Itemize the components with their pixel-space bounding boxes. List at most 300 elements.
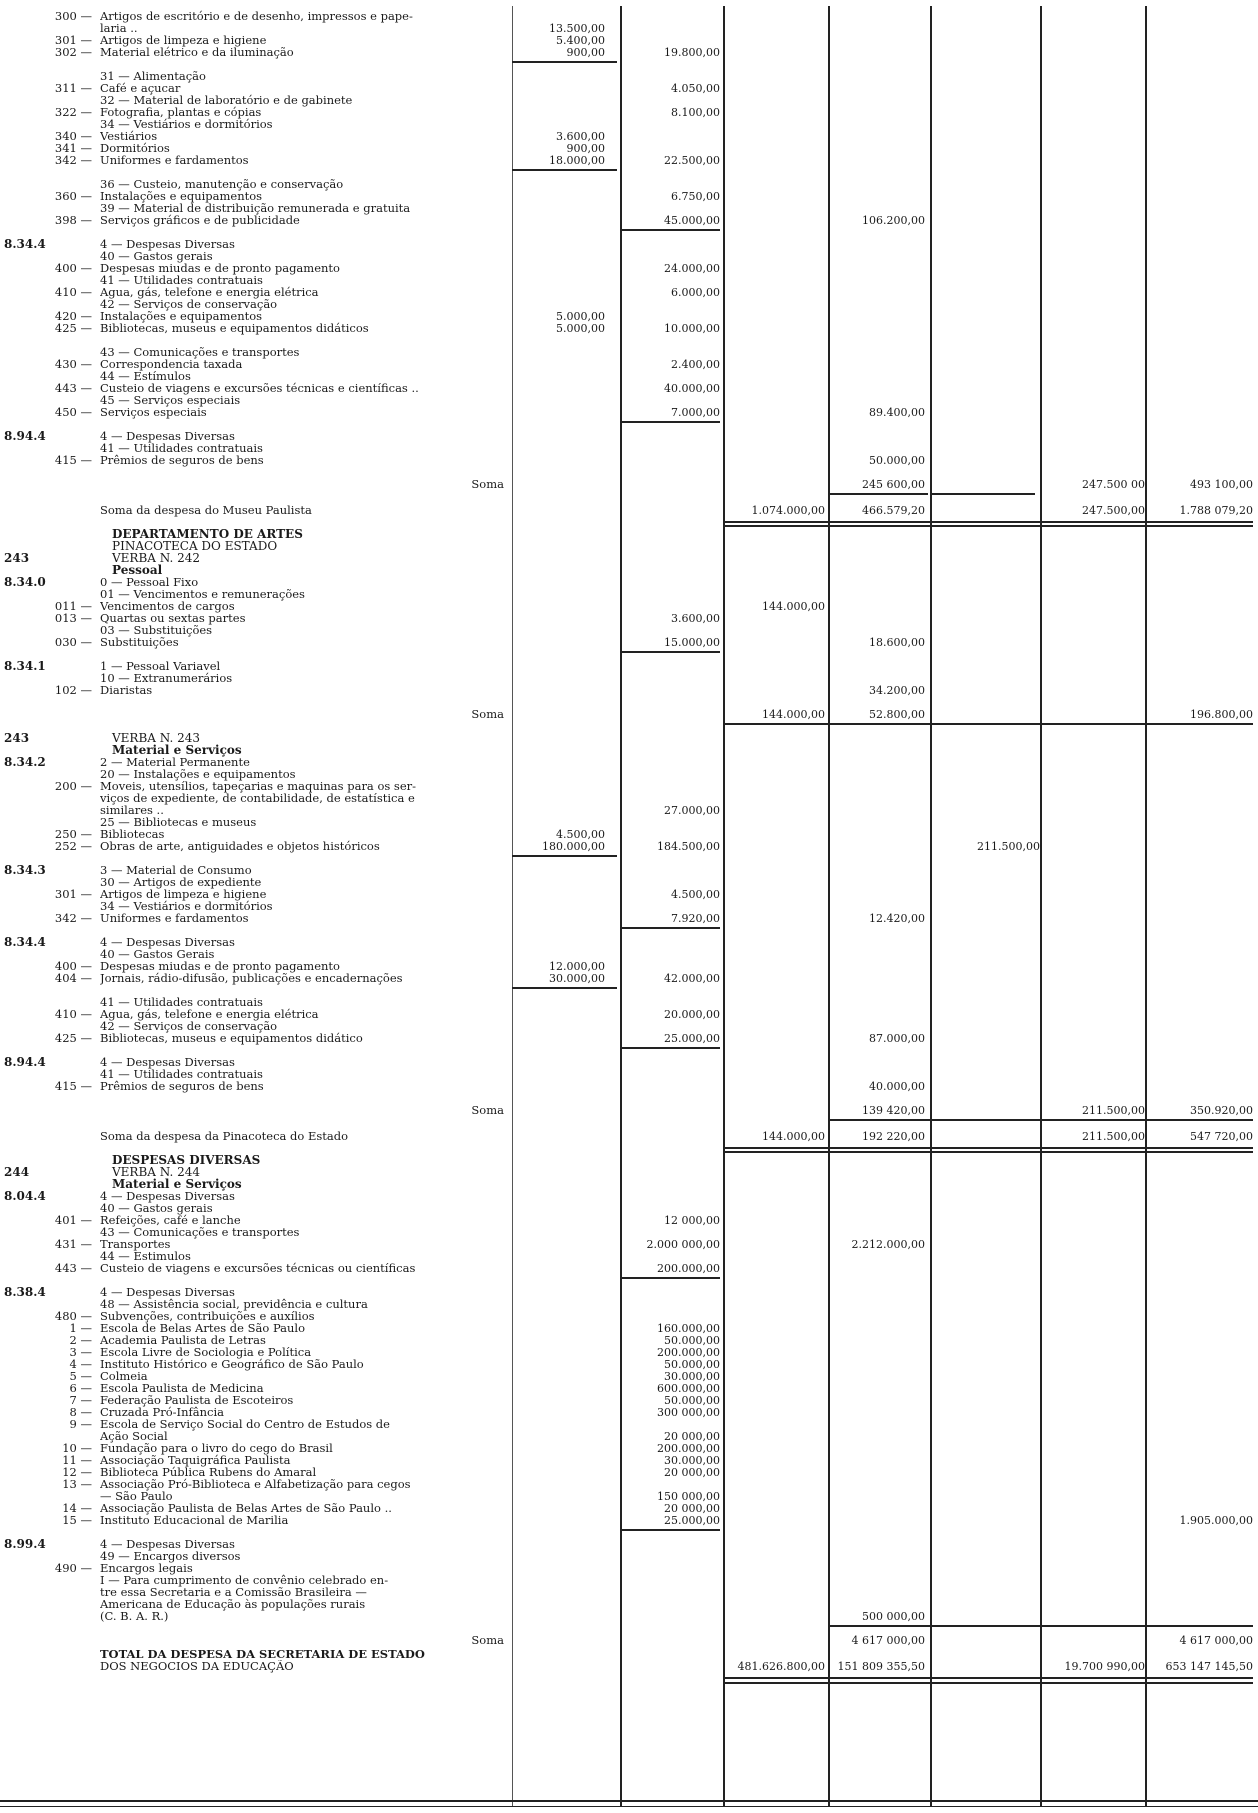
item-code: 425 — — [54, 1031, 92, 1045]
amount-c1: 900,00 — [566, 46, 605, 59]
total-rule — [512, 987, 617, 989]
item-code: 14 — — [62, 1501, 92, 1515]
amount-c4: 52.800,00 — [869, 708, 925, 721]
item-label: Serviços gráficos e de publicidade — [100, 214, 300, 227]
table-row — [0, 322, 1258, 335]
amount-c2: 42.000,00 — [664, 972, 720, 985]
section-title: DEPARTAMENTO DE ARTES — [112, 527, 303, 541]
item-code: 340 — — [54, 129, 92, 143]
item-label: Correspondencia taxada — [100, 358, 243, 371]
item-label: 30 — Artigos de expediente — [100, 876, 262, 889]
item-code: 250 — — [54, 827, 92, 841]
item-label: Café e açucar — [100, 82, 181, 95]
section-code: 8.94.4 — [4, 429, 46, 443]
table-row — [0, 46, 1258, 59]
item-label: Uniformes e fardamentos — [100, 154, 249, 167]
table-row — [0, 1262, 1258, 1275]
item-label: DOS NEGOCIOS DA EDUCAÇÃO — [100, 1660, 294, 1673]
item-code: 8 — — [69, 1405, 92, 1419]
item-code: 401 — — [54, 1213, 92, 1227]
amount-c6: 247.500 00 — [1082, 478, 1145, 491]
item-label: viços de expediente, de contabilidade, de estatística e — [100, 792, 415, 805]
total-rule — [930, 493, 1035, 495]
section-code: 8.38.4 — [4, 1285, 46, 1299]
total-rule — [723, 1147, 1253, 1149]
item-label: Diaristas — [100, 684, 153, 697]
item-code: 302 — — [54, 45, 92, 59]
item-label: 4 — Despesas Diversas — [100, 1286, 235, 1299]
item-code: 15 — — [62, 1513, 92, 1527]
item-label: 32 — Material de laboratório e de gabinete — [100, 94, 353, 107]
amount-c2: 150 000,00 — [657, 1490, 720, 1503]
amount-c6: 211.500,00 — [1082, 1130, 1145, 1143]
item-label: Soma da despesa do Museu Paulista — [100, 504, 312, 517]
amount-c4: 151 809 355,50 — [837, 1660, 925, 1673]
section-code: 243 — [4, 731, 30, 745]
item-label: 2 — Material Permanente — [100, 756, 250, 769]
table-row — [0, 454, 1258, 467]
section-title: DESPESAS DIVERSAS — [112, 1153, 261, 1167]
item-code: 430 — — [54, 357, 92, 371]
amount-c1: 900,00 — [566, 142, 605, 155]
item-label: Artigos de escritório e de desenho, impressos e pape- — [100, 10, 413, 23]
item-label: TOTAL DA DESPESA DA SECRETARIA DE ESTADO — [100, 1648, 425, 1661]
item-label: I — Para cumprimento de convênio celebrado en- — [100, 1574, 389, 1587]
item-label: 10 — Extranumerários — [100, 672, 233, 685]
amount-c4: 89.400,00 — [869, 406, 925, 419]
table-row — [0, 1032, 1258, 1045]
amount-c2: 7.000,00 — [671, 406, 720, 419]
amount-c2: 20 000,00 — [664, 1430, 720, 1443]
section-subtitle: Material e Serviços — [112, 1177, 242, 1191]
amount-c4: 12.420,00 — [869, 912, 925, 925]
item-label: Associação Pró-Biblioteca e Alfabetização para cegos — [100, 1478, 411, 1491]
item-label: 0 — Pessoal Fixo — [100, 576, 199, 589]
section-code: 8.34.1 — [4, 659, 46, 673]
amount-c3: 144.000,00 — [762, 600, 825, 613]
item-label: 40 — Gastos gerais — [100, 250, 213, 263]
amount-c1: 3.600,00 — [556, 130, 605, 143]
item-code: 404 — — [54, 971, 92, 985]
item-code: 410 — — [54, 285, 92, 299]
total-rule — [620, 1277, 720, 1279]
total-rule — [828, 493, 928, 495]
amount-c7: 1.788 079,20 — [1179, 504, 1253, 517]
item-code: 1 — — [69, 1321, 92, 1335]
amount-c2: 3.600,00 — [671, 612, 720, 625]
item-code: 443 — — [54, 381, 92, 395]
item-label: Agua, gás, telefone e energia elétrica — [100, 1008, 319, 1021]
item-label: Uniformes e fardamentos — [100, 912, 249, 925]
total-rule — [620, 229, 720, 231]
section-code: 8.34.0 — [4, 575, 46, 589]
item-label: Substituições — [100, 636, 179, 649]
section-code: 8.34.4 — [4, 935, 46, 949]
total-rule — [620, 1529, 720, 1531]
amount-c4: 2.212.000,00 — [851, 1238, 925, 1251]
amount-c2: 50.000,00 — [664, 1394, 720, 1407]
item-label: Bibliotecas — [100, 828, 165, 841]
item-label: Despesas miudas e de pronto pagamento — [100, 960, 340, 973]
item-label: Fundação para o livro do cego do Brasil — [100, 1442, 333, 1455]
table-row — [0, 154, 1258, 167]
item-code: 490 — — [54, 1561, 92, 1575]
item-label: Instalações e equipamentos — [100, 310, 263, 323]
amount-c2: 4.050,00 — [671, 82, 720, 95]
table-row — [0, 1080, 1258, 1093]
amount-c4: 500 000,00 — [862, 1610, 925, 1623]
amount-c3: 1.074.000,00 — [751, 504, 825, 517]
table-row — [0, 708, 1258, 721]
amount-c2: 24.000,00 — [664, 262, 720, 275]
item-label: Colmeia — [100, 1370, 148, 1383]
amount-c2: 160.000,00 — [657, 1322, 720, 1335]
item-code: 7 — — [69, 1393, 92, 1407]
item-code: 4 — — [69, 1357, 92, 1371]
item-label: Soma — [471, 1634, 504, 1647]
item-label: Vestiários — [100, 130, 158, 143]
item-label: Agua, gás, telefone e energia elétrica — [100, 286, 319, 299]
item-label: 4 — Despesas Diversas — [100, 430, 235, 443]
item-label: 20 — Instalações e equipamentos — [100, 768, 296, 781]
item-label: 42 — Serviços de conservação — [100, 1020, 278, 1033]
amount-c2: 12 000,00 — [664, 1214, 720, 1227]
item-label: Federação Paulista de Escoteiros — [100, 1394, 294, 1407]
section-code: 243 — [4, 551, 30, 565]
item-label: Despesas miudas e de pronto pagamento — [100, 262, 340, 275]
table-row — [0, 972, 1258, 985]
item-code: 13 — — [62, 1477, 92, 1491]
amount-c2: 25.000,00 — [664, 1514, 720, 1527]
item-label: 42 — Serviços de conservação — [100, 298, 278, 311]
item-code: 2 — — [69, 1333, 92, 1347]
amount-c6: 19.700 990,00 — [1064, 1660, 1145, 1673]
item-label: Escola Paulista de Medicina — [100, 1382, 264, 1395]
amount-c6: 211.500,00 — [1082, 1104, 1145, 1117]
item-label: 25 — Bibliotecas e museus — [100, 816, 257, 829]
table-row — [0, 1514, 1258, 1527]
item-label: Artigos de limpeza e higiene — [100, 888, 267, 901]
amount-c2: 20 000,00 — [664, 1502, 720, 1515]
item-code: 102 — — [54, 683, 92, 697]
item-label: similares .. — [100, 804, 164, 817]
total-rule — [828, 1625, 1253, 1627]
item-label: Jornais, rádio-difusão, publicações e encadernações — [100, 972, 403, 985]
amount-c1: 5.000,00 — [556, 310, 605, 323]
item-label: 4 — Despesas Diversas — [100, 238, 235, 251]
section-code: 244 — [4, 1165, 30, 1179]
section-code: 8.04.4 — [4, 1189, 46, 1203]
amount-c4: 34.200,00 — [869, 684, 925, 697]
item-code: 400 — — [54, 261, 92, 275]
amount-c2: 25.000,00 — [664, 1032, 720, 1045]
item-label: 44 — Estímulos — [100, 370, 191, 383]
item-label: 40 — Gastos gerais — [100, 1202, 213, 1215]
amount-c1: 5.000,00 — [556, 322, 605, 335]
item-label: 41 — Utilidades contratuais — [100, 996, 263, 1009]
item-label: Escola Livre de Sociologia e Política — [100, 1346, 312, 1359]
amount-c4: 87.000,00 — [869, 1032, 925, 1045]
item-label: Custeio de viagens e excursões técnicas ou científicas — [100, 1262, 416, 1275]
item-label: Americana de Educação às populações rurais — [100, 1598, 366, 1611]
item-label: Encargos legais — [100, 1562, 193, 1575]
item-label: 1 — Pessoal Variavel — [100, 660, 221, 673]
amount-c2: 27.000,00 — [664, 804, 720, 817]
item-code: 341 — — [54, 141, 92, 155]
item-code: 431 — — [54, 1237, 92, 1251]
amount-c4: 466.579,20 — [862, 504, 925, 517]
amount-c2: 200.000,00 — [657, 1262, 720, 1275]
item-label: 03 — Substituições — [100, 624, 213, 637]
amount-c7: 493 100,00 — [1190, 478, 1253, 491]
item-label: Moveis, utensílios, tapeçarias e maquinas para os ser- — [100, 780, 417, 793]
item-code: 415 — — [54, 1079, 92, 1093]
item-label: 4 — Despesas Diversas — [100, 1538, 235, 1551]
item-label: 36 — Custeio, manutenção e conservação — [100, 178, 344, 191]
section-subtitle: VERBA N. 242 — [112, 551, 201, 565]
item-label: Vencimentos de cargos — [100, 600, 235, 613]
item-label: Quartas ou sextas partes — [100, 612, 246, 625]
total-rule — [512, 61, 617, 63]
item-code: 311 — — [54, 81, 92, 95]
item-label: Dormitórios — [100, 142, 170, 155]
item-code: 301 — — [54, 33, 92, 47]
amount-c2: 50.000,00 — [664, 1358, 720, 1371]
total-rule — [620, 927, 720, 929]
amount-c4: 245 600,00 — [862, 478, 925, 491]
item-label: Ação Social — [100, 1430, 168, 1443]
item-code: 300 — — [54, 9, 92, 23]
section-code: 8.94.4 — [4, 1055, 46, 1069]
total-rule — [512, 855, 617, 857]
table-row — [0, 1104, 1258, 1117]
total-rule — [828, 1119, 1253, 1121]
item-label: 41 — Utilidades contratuais — [100, 1068, 263, 1081]
amount-c2: 20.000,00 — [664, 1008, 720, 1021]
item-label: 43 — Comunicações e transportes — [100, 346, 300, 359]
table-row — [0, 1130, 1258, 1143]
amount-c2: 22.500,00 — [664, 154, 720, 167]
item-label: Fotografia, plantas e cópias — [100, 106, 262, 119]
amount-c2: 2.000 000,00 — [646, 1238, 720, 1251]
item-label: tre essa Secretaria e a Comissão Brasileira — — [100, 1586, 367, 1599]
page-bottom-rule — [0, 1806, 1258, 1807]
total-rule — [620, 1047, 720, 1049]
item-code: 410 — — [54, 1007, 92, 1021]
amount-c2: 200.000,00 — [657, 1346, 720, 1359]
item-label: 4 — Despesas Diversas — [100, 936, 235, 949]
amount-c1: 13.500,00 — [549, 22, 605, 35]
total-rule — [723, 723, 1253, 725]
item-label: 34 — Vestiários e dormitórios — [100, 118, 273, 131]
amount-c3: 144.000,00 — [762, 708, 825, 721]
item-code: 480 — — [54, 1309, 92, 1323]
amount-c7: 1.905.000,00 — [1179, 1514, 1253, 1527]
item-code: 443 — — [54, 1261, 92, 1275]
amount-c2: 19.800,00 — [664, 46, 720, 59]
item-label: Cruzada Pró-Infância — [100, 1406, 224, 1419]
item-label: 49 — Encargos diversos — [100, 1550, 241, 1563]
item-label: 3 — Material de Consumo — [100, 864, 252, 877]
item-label: 44 — Estimulos — [100, 1250, 191, 1263]
amount-c2: 45.000,00 — [664, 214, 720, 227]
section-subtitle: Material e Serviços — [112, 743, 242, 757]
item-label: 41 — Utilidades contratuais — [100, 442, 263, 455]
amount-c2: 4.500,00 — [671, 888, 720, 901]
amount-c3: 144.000,00 — [762, 1130, 825, 1143]
amount-c4: 40.000,00 — [869, 1080, 925, 1093]
table-row — [0, 636, 1258, 649]
table-row — [0, 912, 1258, 925]
item-label: 40 — Gastos Gerais — [100, 948, 215, 961]
item-code: 301 — — [54, 887, 92, 901]
amount-c2: 15.000,00 — [664, 636, 720, 649]
item-code: 6 — — [69, 1381, 92, 1395]
item-code: 11 — — [62, 1453, 92, 1467]
item-code: 425 — — [54, 321, 92, 335]
table-row — [0, 406, 1258, 419]
amount-c2: 6.000,00 — [671, 286, 720, 299]
item-label: Material elétrico e da iluminação — [100, 46, 294, 59]
amount-c4: 50.000,00 — [869, 454, 925, 467]
item-label: Bibliotecas, museus e equipamentos didático — [100, 1032, 363, 1045]
amount-c2: 300 000,00 — [657, 1406, 720, 1419]
section-code: 8.34.4 — [4, 237, 46, 251]
amount-c5: 211.500,00 — [977, 840, 1040, 853]
section-subtitle: VERBA N. 244 — [112, 1165, 201, 1179]
table-row — [0, 214, 1258, 227]
amount-c2: 30.000,00 — [664, 1370, 720, 1383]
item-label: 34 — Vestiários e dormitórios — [100, 900, 273, 913]
total-rule — [512, 169, 617, 171]
item-label: laria .. — [100, 22, 138, 35]
amount-c4: 192 220,00 — [862, 1130, 925, 1143]
item-code: 420 — — [54, 309, 92, 323]
table-row — [0, 1660, 1258, 1673]
item-label: Associação Taquigráfica Paulista — [100, 1454, 291, 1467]
item-label: 4 — Despesas Diversas — [100, 1056, 235, 1069]
item-label: 45 — Serviços especiais — [100, 394, 241, 407]
amount-c2: 10.000,00 — [664, 322, 720, 335]
amount-c2: 184.500,00 — [657, 840, 720, 853]
item-label: — São Paulo — [100, 1490, 173, 1503]
total-rule — [723, 521, 1253, 523]
amount-c7: 4 617 000,00 — [1179, 1634, 1253, 1647]
item-label: Bibliotecas, museus e equipamentos didáticos — [100, 322, 369, 335]
item-label: Associação Paulista de Belas Artes de São Paulo .. — [100, 1502, 392, 1515]
item-code: 398 — — [54, 213, 92, 227]
amount-c1: 180.000,00 — [542, 840, 605, 853]
amount-c2: 40.000,00 — [664, 382, 720, 395]
item-label: Biblioteca Pública Rubens do Amaral — [100, 1466, 317, 1479]
table-row — [0, 1610, 1258, 1623]
total-rule — [723, 1677, 1253, 1679]
section-subtitle: VERBA N. 243 — [112, 731, 201, 745]
table-row — [0, 478, 1258, 491]
item-code: 5 — — [69, 1369, 92, 1383]
item-code: 342 — — [54, 153, 92, 167]
amount-c3: 481.626.800,00 — [737, 1660, 825, 1673]
item-code: 200 — — [54, 779, 92, 793]
item-label: Artigos de limpeza e higiene — [100, 34, 267, 47]
total-rule — [620, 651, 720, 653]
item-code: 400 — — [54, 959, 92, 973]
amount-c1: 18.000,00 — [549, 154, 605, 167]
item-label: Prêmios de seguros de bens — [100, 454, 264, 467]
item-label: 48 — Assistência social, previdência e cultura — [100, 1298, 368, 1311]
item-label: Escola de Serviço Social do Centro de Estudos de — [100, 1418, 390, 1431]
section-subtitle: Pessoal — [112, 563, 163, 577]
section-subtitle: PINACOTECA DO ESTADO — [112, 539, 278, 553]
item-code: 013 — — [54, 611, 92, 625]
item-label: Soma — [471, 708, 504, 721]
amount-c4: 4 617 000,00 — [851, 1634, 925, 1647]
item-label: Custeio de viagens e excursões técnicas e científicas .. — [100, 382, 419, 395]
amount-c4: 106.200,00 — [862, 214, 925, 227]
amount-c7: 196.800,00 — [1190, 708, 1253, 721]
total-rule — [723, 525, 1253, 527]
item-label: Refeições, café e lanche — [100, 1214, 241, 1227]
amount-c7: 547 720,00 — [1190, 1130, 1253, 1143]
amount-c2: 50.000,00 — [664, 1334, 720, 1347]
item-code: 011 — — [54, 599, 92, 613]
item-code: 252 — — [54, 839, 92, 853]
section-code: 8.34.3 — [4, 863, 46, 877]
item-label: Subvenções, contribuições e auxílios — [100, 1310, 315, 1323]
item-code: 322 — — [54, 105, 92, 119]
item-label: Soma — [471, 478, 504, 491]
item-code: 342 — — [54, 911, 92, 925]
item-label: Instalações e equipamentos — [100, 190, 263, 203]
item-label: Prêmios de seguros de bens — [100, 1080, 264, 1093]
item-label: (C. B. A. R.) — [100, 1610, 169, 1623]
amount-c1: 5.400,00 — [556, 34, 605, 47]
item-label: Escola de Belas Artes de São Paulo — [100, 1322, 306, 1335]
total-rule — [723, 1151, 1253, 1153]
table-row — [0, 504, 1258, 517]
item-label: Instituto Histórico e Geográfico de São Paulo — [100, 1358, 364, 1371]
total-rule — [723, 1682, 1253, 1684]
total-rule — [620, 421, 720, 423]
item-label: Soma da despesa da Pinacoteca do Estado — [100, 1130, 349, 1143]
item-label: Transportes — [100, 1238, 171, 1251]
amount-c2: 200.000,00 — [657, 1442, 720, 1455]
amount-c4: 139 420,00 — [862, 1104, 925, 1117]
amount-c2: 2.400,00 — [671, 358, 720, 371]
item-label: 31 — Alimentação — [100, 70, 206, 83]
amount-c7: 350.920,00 — [1190, 1104, 1253, 1117]
item-code: 415 — — [54, 453, 92, 467]
amount-c2: 7.920,00 — [671, 912, 720, 925]
amount-c2: 20 000,00 — [664, 1466, 720, 1479]
item-code: 3 — — [69, 1345, 92, 1359]
amount-c7: 653 147 145,50 — [1165, 1660, 1253, 1673]
amount-c2: 8.100,00 — [671, 106, 720, 119]
amount-c2: 600.000,00 — [657, 1382, 720, 1395]
item-label: Soma — [471, 1104, 504, 1117]
item-label: 41 — Utilidades contratuais — [100, 274, 263, 287]
item-code: 12 — — [62, 1465, 92, 1479]
item-label: 43 — Comunicações e transportes — [100, 1226, 300, 1239]
item-code: 360 — — [54, 189, 92, 203]
item-label: Instituto Educacional de Marilia — [100, 1514, 289, 1527]
page-bottom-rule — [0, 1800, 1258, 1802]
table-row — [0, 840, 1258, 853]
amount-c4: 18.600,00 — [869, 636, 925, 649]
section-code: 8.34.2 — [4, 755, 46, 769]
item-code: 9 — — [69, 1417, 92, 1431]
item-label: 4 — Despesas Diversas — [100, 1190, 235, 1203]
